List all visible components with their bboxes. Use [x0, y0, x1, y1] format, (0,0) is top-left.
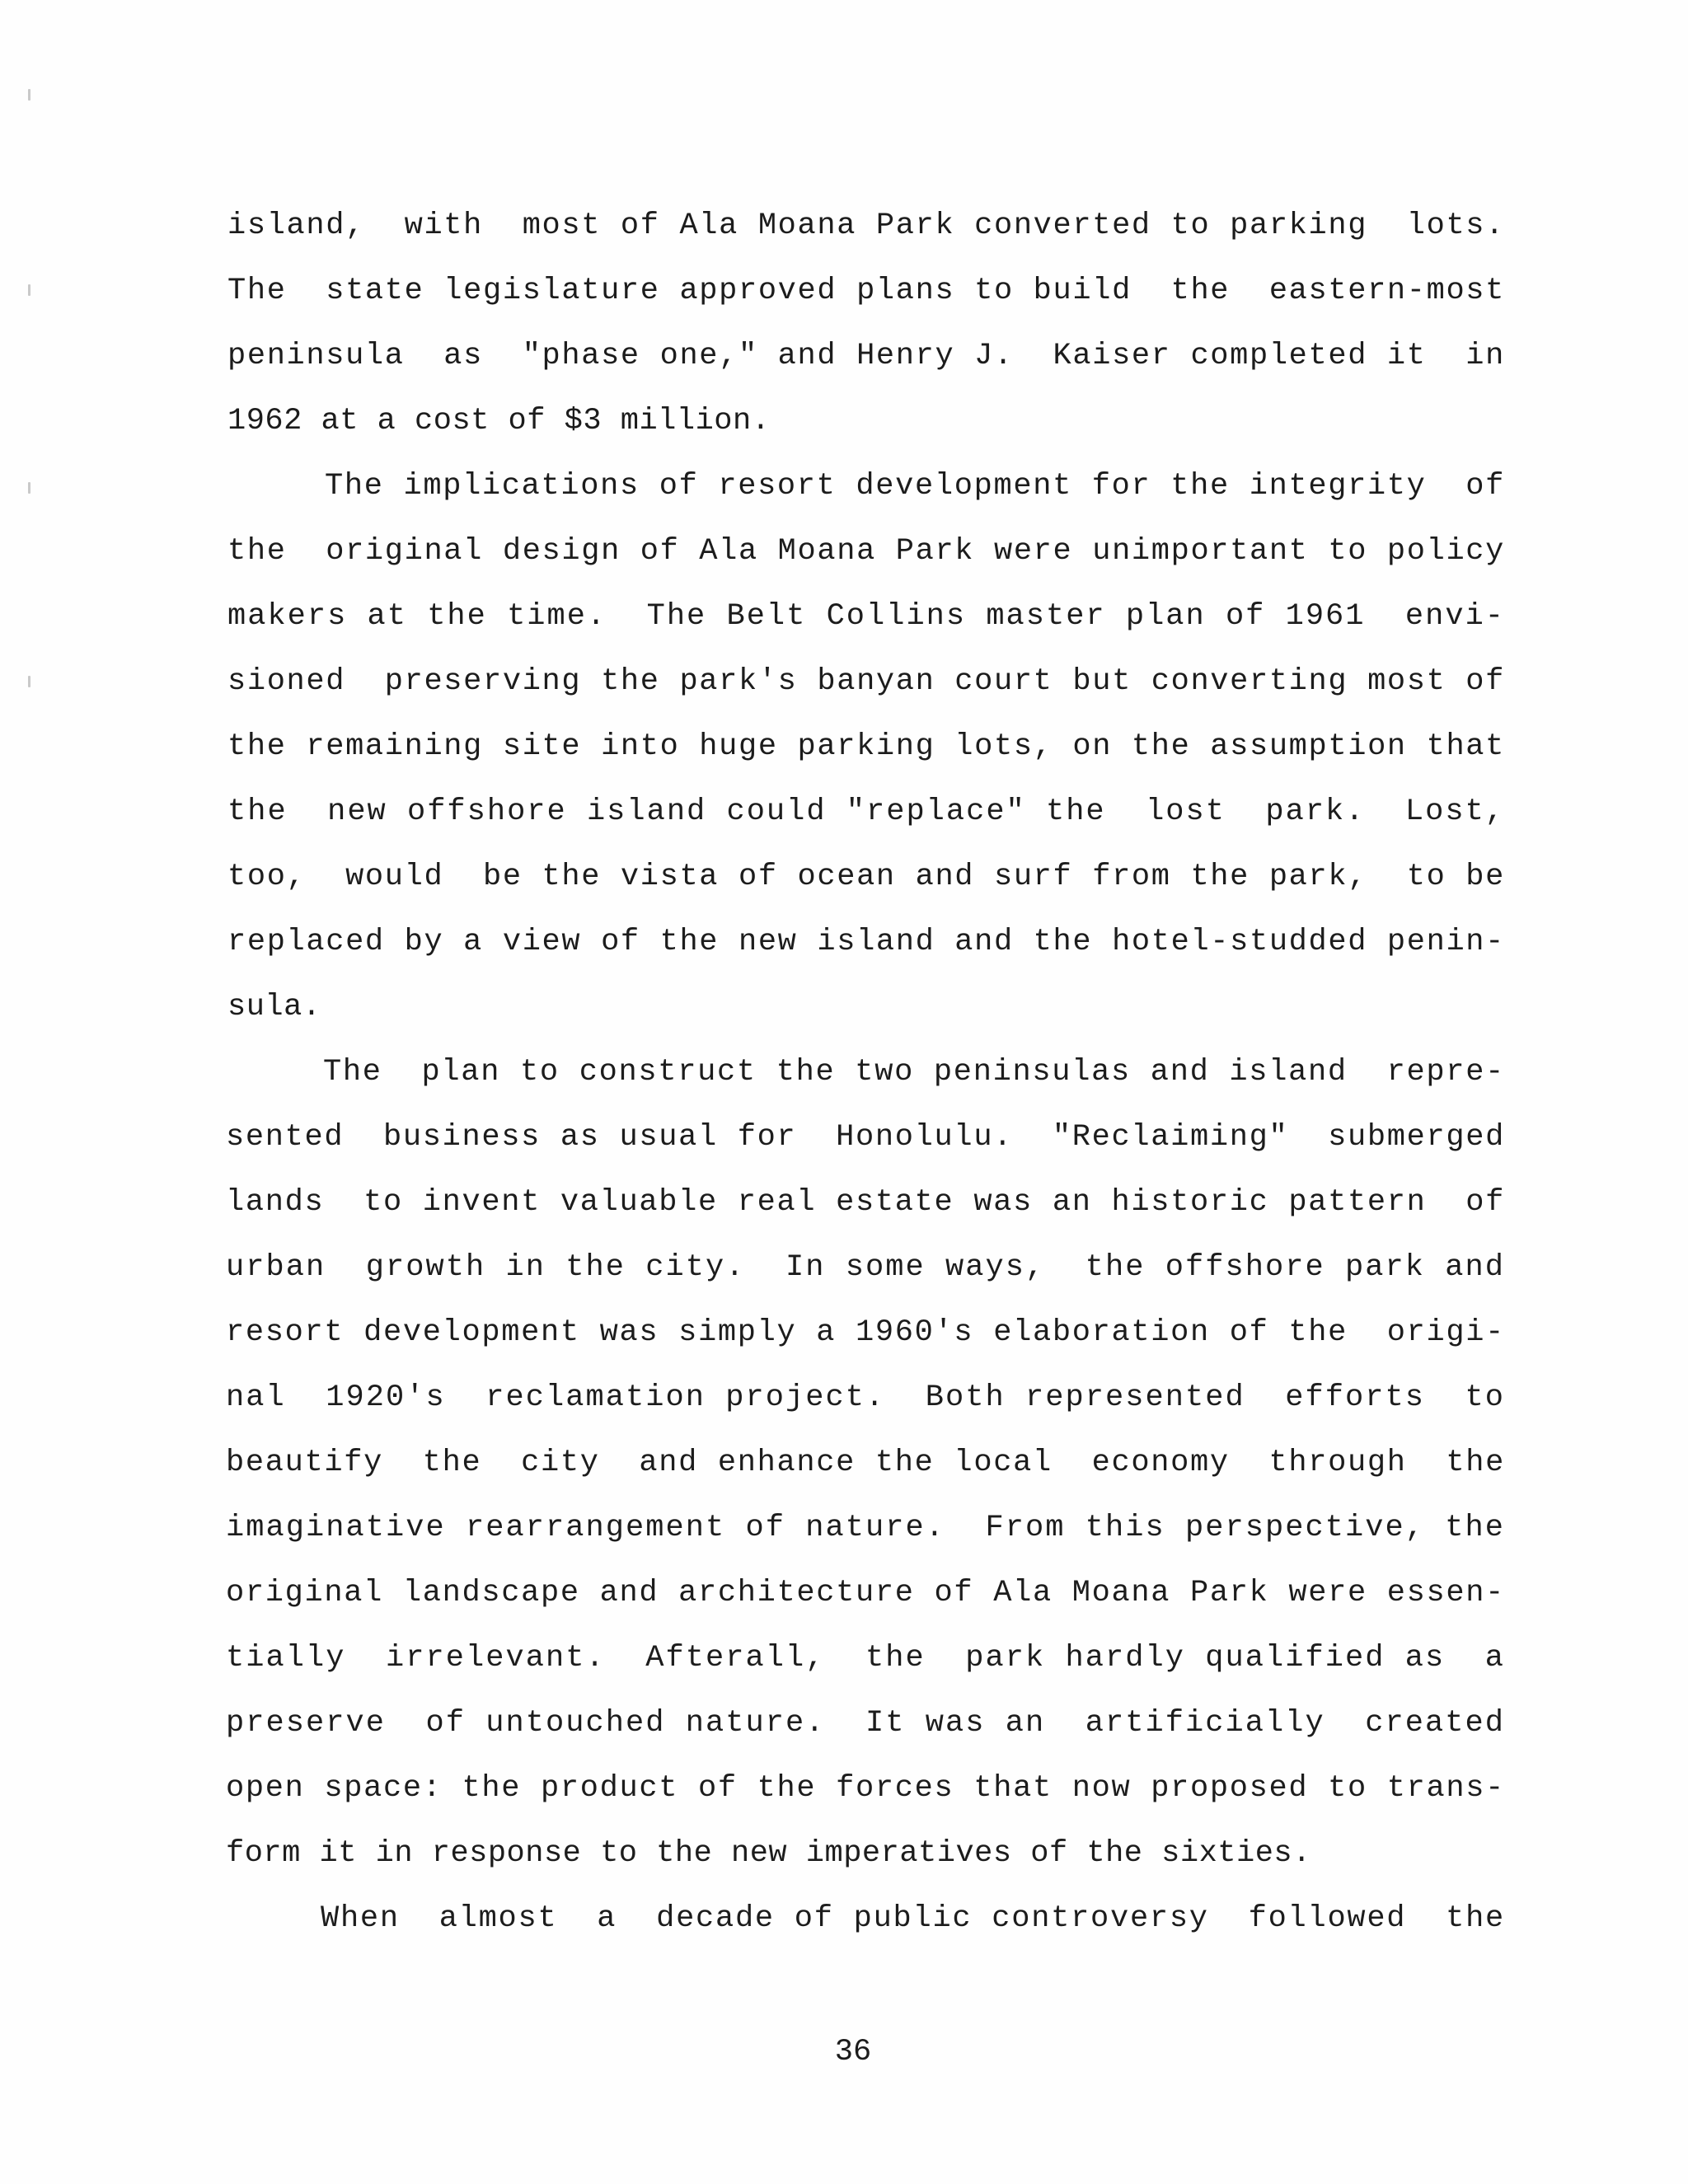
text-line — [0, 592, 1688, 641]
text-line — [0, 1699, 1688, 1748]
line-text: The implications of resort development for the integrity of — [325, 469, 1505, 504]
line-text: replaced by a view of the new island and the hotel-studded penin- — [227, 925, 1505, 959]
text-line — [0, 1633, 1688, 1683]
text-line — [0, 1894, 1688, 1943]
line-text: the remaining site into huge parking lots, on the assumption that — [227, 729, 1505, 764]
line-text: open space: the product of the forces that now proposed to trans- — [226, 1771, 1505, 1806]
text-line — [0, 1047, 1688, 1097]
text-line — [0, 1178, 1688, 1227]
text-line — [0, 396, 1688, 446]
line-text: nal 1920's reclamation project. Both represented efforts to — [226, 1380, 1505, 1415]
scan-margin-mark — [28, 89, 30, 101]
line-text: When almost a decade of public controversy followed the — [321, 1901, 1505, 1936]
line-text: imaginative rearrangement of nature. From this perspective, the — [226, 1511, 1505, 1545]
text-line — [0, 1503, 1688, 1553]
text-line — [0, 1308, 1688, 1357]
text-line — [0, 917, 1688, 967]
line-text: peninsula as "phase one," and Henry J. Kaiser completed it in — [227, 339, 1505, 373]
line-text: form it in response to the new imperatives of the sixties. — [226, 1836, 1311, 1871]
page-number: 36 — [834, 2035, 872, 2069]
line-text: urban growth in the city. In some ways, the offshore park and — [226, 1250, 1505, 1285]
text-line — [0, 1568, 1688, 1618]
text-line — [0, 266, 1688, 316]
line-text: preserve of untouched nature. It was an artificially created — [226, 1706, 1505, 1741]
line-text: original landscape and architecture of Ala Moana Park were essen- — [226, 1576, 1505, 1610]
line-text: sula. — [227, 990, 321, 1024]
text-line — [0, 787, 1688, 837]
line-text: too, would be the vista of ocean and surf from the park, to be — [227, 860, 1505, 894]
text-line — [0, 1829, 1688, 1878]
text-line — [0, 657, 1688, 706]
text-line — [0, 331, 1688, 381]
line-text: lands to invent valuable real estate was an historic pattern of — [226, 1185, 1505, 1220]
line-text: The state legislature approved plans to build the eastern-most — [227, 274, 1505, 308]
line-text: tially irrelevant. Afterall, the park hardly qualified as a — [226, 1641, 1505, 1675]
text-line — [0, 1113, 1688, 1162]
text-line — [0, 201, 1688, 251]
line-text: the new offshore island could "replace" the lost park. Lost, — [227, 794, 1505, 829]
line-text: 1962 at a cost of $3 million. — [227, 404, 771, 438]
text-line — [0, 852, 1688, 902]
line-text: resort development was simply a 1960's elaboration of the origi- — [226, 1315, 1505, 1350]
text-line — [0, 1764, 1688, 1813]
line-text: sioned preserving the park's banyan court but converting most of — [227, 664, 1505, 699]
text-line — [0, 982, 1688, 1032]
line-text: sented business as usual for Honolulu. "Reclaiming" submerged — [226, 1120, 1505, 1155]
line-text: island, with most of Ala Moana Park converted to parking lots. — [227, 209, 1505, 243]
line-text: The plan to construct the two peninsulas and island repre- — [323, 1055, 1505, 1090]
line-text: beautify the city and enhance the local economy through the — [226, 1446, 1505, 1480]
text-line — [0, 1373, 1688, 1422]
line-text: the original design of Ala Moana Park were unimportant to policy — [227, 534, 1505, 569]
text-line — [0, 1243, 1688, 1292]
text-line — [0, 722, 1688, 771]
text-line — [0, 462, 1688, 511]
text-line — [0, 1438, 1688, 1488]
text-line — [0, 527, 1688, 576]
line-text: makers at the time. The Belt Collins master plan of 1961 envi- — [227, 599, 1505, 634]
